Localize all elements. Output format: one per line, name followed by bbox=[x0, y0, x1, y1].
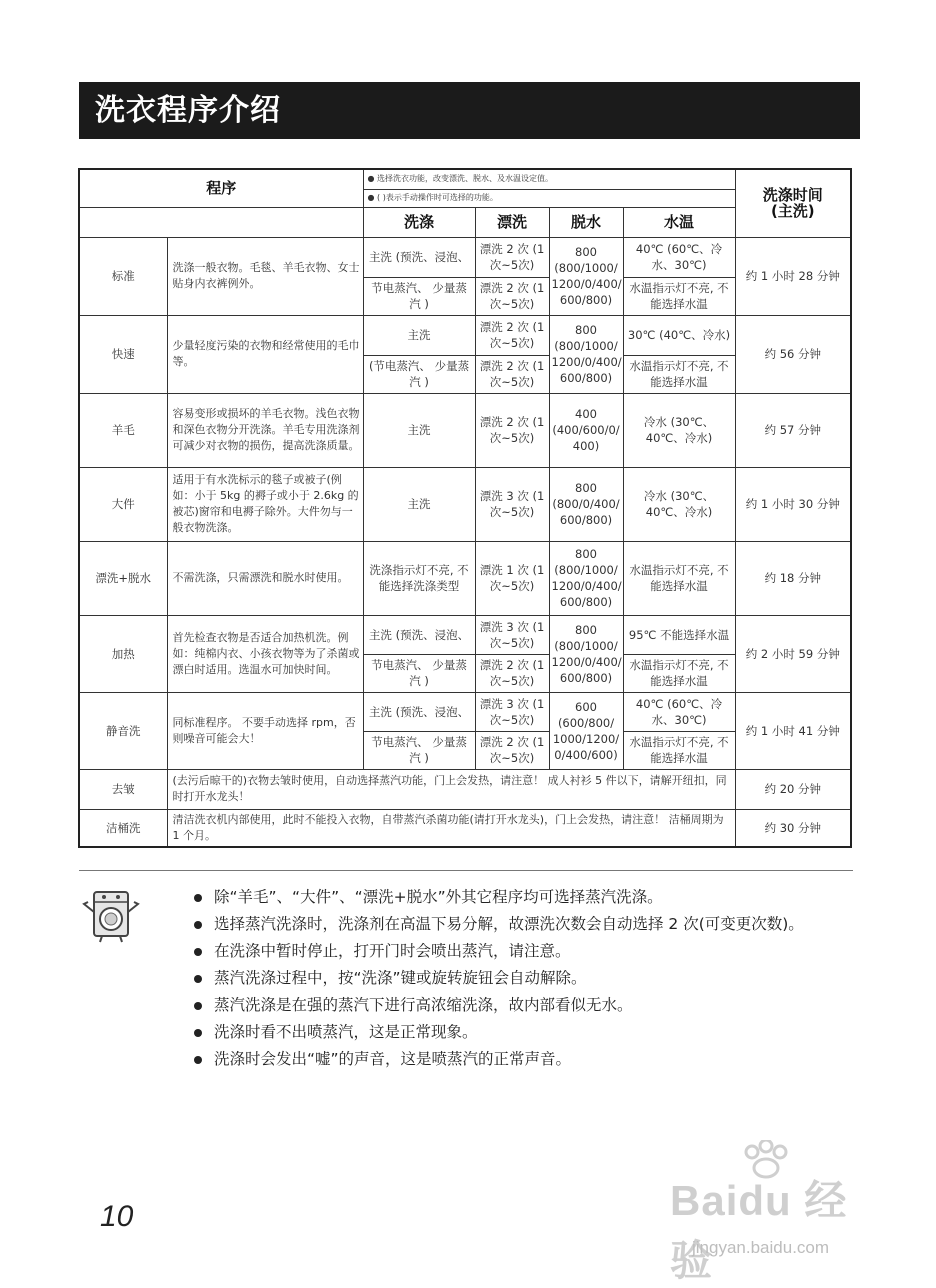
spin-cell: 800 (800/1000/ 1200/0/400/ 600/800) bbox=[549, 615, 623, 692]
spin-cell: 800 (800/1000/ 1200/0/400/ 600/800) bbox=[549, 315, 623, 393]
section-divider bbox=[79, 870, 853, 871]
bullet-icon bbox=[194, 1056, 202, 1064]
program-desc: 少量轻度污染的衣物和经常使用的毛巾等。 bbox=[167, 315, 363, 393]
program-desc: 同标准程序。 不要手动选择 rpm，否则噪音可能会大！ bbox=[167, 692, 363, 769]
watermark-url: jingyan.baidu.com bbox=[692, 1238, 830, 1257]
note-item: 蒸汽洗涤过程中，按“洗涤”键或旋转旋钮会自动解除。 bbox=[192, 965, 852, 991]
wash-cell: 节电蒸汽、 少量蒸汽 ) bbox=[363, 654, 475, 692]
wash-cell: 主洗 (预洗、浸泡、 bbox=[363, 692, 475, 731]
program-table bbox=[78, 168, 852, 848]
note-item: 选择蒸汽洗涤时，洗涤剂在高温下易分解，故漂洗次数会自动选择 2 次(可变更次数)。 bbox=[192, 911, 852, 937]
rinse-cell: 漂洗 2 次 (1次~5次) bbox=[475, 277, 549, 315]
time-cell: 约 1 小时 30 分钟 bbox=[735, 467, 851, 541]
bullet-icon bbox=[194, 1029, 202, 1037]
program-name: 洁桶洗 bbox=[79, 809, 167, 847]
watermark-logo: Baidu 经验 bbox=[670, 1177, 848, 1284]
rinse-cell: 漂洗 2 次 (1次~5次) bbox=[475, 731, 549, 769]
spin-cell: 800 (800/1000/ 1200/0/400/ 600/800) bbox=[549, 237, 623, 315]
bullet-icon bbox=[194, 1002, 202, 1010]
washing-machine-icon bbox=[80, 882, 142, 944]
program-desc: 不需洗涤，只需漂洗和脱水时使用。 bbox=[167, 541, 363, 615]
bullet-icon bbox=[194, 975, 202, 983]
page-title: 洗衣程序介绍 bbox=[79, 82, 860, 139]
rinse-cell: 漂洗 1 次 (1次~5次) bbox=[475, 541, 549, 615]
note-item: 洗涤时看不出喷蒸汽，这是正常现象。 bbox=[192, 1019, 852, 1045]
rinse-cell: 漂洗 3 次 (1次~5次) bbox=[475, 467, 549, 541]
wash-cell: 节电蒸汽、 少量蒸汽 ) bbox=[363, 731, 475, 769]
bullet-icon bbox=[194, 921, 202, 929]
table-note: ● 选择洗衣功能，改变漂洗、脱水、及水温设定值。 bbox=[363, 169, 735, 189]
table-note: ● ( )表示手动操作时可选择的功能。 bbox=[363, 189, 735, 207]
rinse-cell: 漂洗 2 次 (1次~5次) bbox=[475, 237, 549, 277]
time-cell: 约 20 分钟 bbox=[735, 769, 851, 809]
wash-cell: 节电蒸汽、 少量蒸汽 ) bbox=[363, 277, 475, 315]
bullet-icon bbox=[194, 948, 202, 956]
temp-cell: 水温指示灯不亮, 不能选择水温 bbox=[623, 355, 735, 393]
program-desc: 洗涤一般衣物。毛毯、羊毛衣物、女士贴身内衣裤例外。 bbox=[167, 237, 363, 315]
note-item: 在洗涤中暂时停止，打开门时会喷出蒸汽，请注意。 bbox=[192, 938, 852, 964]
rinse-cell: 漂洗 3 次 (1次~5次) bbox=[475, 615, 549, 654]
spin-cell: 600 (600/800/ 1000/1200/ 0/400/600) bbox=[549, 692, 623, 769]
temp-cell: 30℃ (40℃、冷水) bbox=[623, 315, 735, 355]
temp-cell: 冷水 (30℃、40℃、冷水) bbox=[623, 467, 735, 541]
time-cell: 约 30 分钟 bbox=[735, 809, 851, 847]
rinse-cell: 漂洗 2 次 (1次~5次) bbox=[475, 393, 549, 467]
time-cell: 约 57 分钟 bbox=[735, 393, 851, 467]
time-header: 洗涤时间 (主洗) bbox=[735, 169, 851, 237]
program-name: 漂洗+脱水 bbox=[79, 541, 167, 615]
page-number: 10 bbox=[100, 1200, 134, 1233]
program-desc: 容易变形或损坏的羊毛衣物。浅色衣物和深色衣物分开洗涤。羊毛专用洗涤剂可减少对衣物的损伤，提高洗涤质量。 bbox=[167, 393, 363, 467]
wash-cell: 洗涤指示灯不亮, 不能选择洗涤类型 bbox=[363, 541, 475, 615]
time-cell: 约 56 分钟 bbox=[735, 315, 851, 393]
rinse-cell: 漂洗 2 次 (1次~5次) bbox=[475, 315, 549, 355]
time-cell: 约 1 小时 41 分钟 bbox=[735, 692, 851, 769]
program-desc: (去污后晾干的)衣物去皱时使用，自动选择蒸汽功能，门上会发热，请注意！ 成人衬衫 5 件以下，请解开纽扣，同时打开水龙头！ bbox=[167, 769, 735, 809]
wash-cell: 主洗 bbox=[363, 393, 475, 467]
program-name: 静音洗 bbox=[79, 692, 167, 769]
note-item: 蒸汽洗涤是在强的蒸汽下进行高浓缩洗涤，故内部看似无水。 bbox=[192, 992, 852, 1018]
program-name: 加热 bbox=[79, 615, 167, 692]
program-name: 快速 bbox=[79, 315, 167, 393]
temp-cell: 40℃ (60℃、冷水、30℃) bbox=[623, 237, 735, 277]
temp-cell: 40℃ (60℃、冷水、30℃) bbox=[623, 692, 735, 731]
col-wash: 洗涤 bbox=[363, 207, 475, 237]
wash-cell: (节电蒸汽、 少量蒸汽 ) bbox=[363, 355, 475, 393]
program-name: 羊毛 bbox=[79, 393, 167, 467]
temp-cell: 水温指示灯不亮, 不能选择水温 bbox=[623, 277, 735, 315]
note-item: 洗涤时会发出“嘘”的声音，这是喷蒸汽的正常声音。 bbox=[192, 1046, 852, 1072]
col-temp: 水温 bbox=[623, 207, 735, 237]
program-name: 标准 bbox=[79, 237, 167, 315]
temp-cell: 冷水 (30℃、40℃、冷水) bbox=[623, 393, 735, 467]
time-cell: 约 2 小时 59 分钟 bbox=[735, 615, 851, 692]
bullet-icon bbox=[194, 894, 202, 902]
program-desc: 首先检查衣物是否适合加热机洗。例如：纯棉内衣、小孩衣物等为了杀菌或漂白时适用。选温水可加快时间。 bbox=[167, 615, 363, 692]
spacer-cell bbox=[79, 207, 363, 237]
rinse-cell: 漂洗 2 次 (1次~5次) bbox=[475, 654, 549, 692]
rinse-cell: 漂洗 2 次 (1次~5次) bbox=[475, 355, 549, 393]
col-spin: 脱水 bbox=[549, 207, 623, 237]
note-item: 除“羊毛”、“大件”、“漂洗+脱水”外其它程序均可选择蒸汽洗涤。 bbox=[192, 884, 852, 910]
notes-list bbox=[192, 884, 852, 1073]
rinse-cell: 漂洗 3 次 (1次~5次) bbox=[475, 692, 549, 731]
wash-cell: 主洗 bbox=[363, 315, 475, 355]
temp-cell: 水温指示灯不亮, 不能选择水温 bbox=[623, 731, 735, 769]
spin-cell: 800 (800/1000/ 1200/0/400/ 600/800) bbox=[549, 541, 623, 615]
wash-cell: 主洗 (预洗、浸泡、 bbox=[363, 237, 475, 277]
spin-cell: 400 (400/600/0/ 400) bbox=[549, 393, 623, 467]
time-cell: 约 1 小时 28 分钟 bbox=[735, 237, 851, 315]
wash-cell: 主洗 bbox=[363, 467, 475, 541]
temp-cell: 95℃ 不能选择水温 bbox=[623, 615, 735, 654]
program-name: 大件 bbox=[79, 467, 167, 541]
temp-cell: 水温指示灯不亮, 不能选择水温 bbox=[623, 654, 735, 692]
watermark bbox=[662, 1140, 882, 1284]
program-desc: 适用于有水洗标示的毯子或被子(例如：小于 5kg 的褥子或小于 2.6kg 的被芯)窗帘和电褥子除外。大件勿与一般衣物洗涤。 bbox=[167, 467, 363, 541]
temp-cell: 水温指示灯不亮, 不能选择水温 bbox=[623, 541, 735, 615]
spin-cell: 800 (800/0/400/ 600/800) bbox=[549, 467, 623, 541]
program-desc: 清洁洗衣机内部使用，此时不能投入衣物，自带蒸汽杀菌功能(请打开水龙头)，门上会发热，请注意！ 洁桶周期为 1 个月。 bbox=[167, 809, 735, 847]
program-header: 程序 bbox=[79, 169, 363, 207]
wash-cell: 主洗 (预洗、浸泡、 bbox=[363, 615, 475, 654]
col-rinse: 漂洗 bbox=[475, 207, 549, 237]
program-name: 去皱 bbox=[79, 769, 167, 809]
time-cell: 约 18 分钟 bbox=[735, 541, 851, 615]
